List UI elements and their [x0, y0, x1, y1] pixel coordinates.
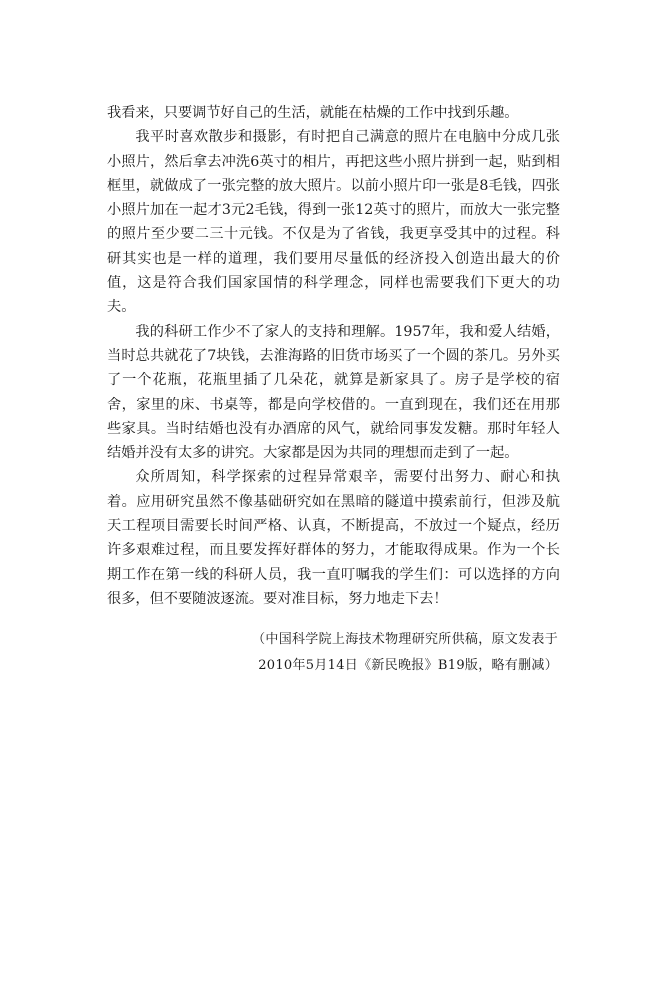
source-line-2: 2010年5月14日《新民晚报》B19版，略有删减） — [258, 658, 558, 674]
paragraph-4: 众所周知，科学探索的过程异常艰辛，需要付出努力、耐心和执着。应用研究虽然不像基础研究如在黑暗的隧道中摸索前行，但涉及航天工程项目需要长时间严格、认真，不断提高，不放过一个疑点，经历许多艰难过程，而且要发挥好群体的努力，才能取得成果。作为一个长期工作在第一线的科研人员，我一直叮嘱我的学生们：可以选择的方向很多，但不要随波逐流。要对准目标，努力地走下去！ — [107, 469, 560, 607]
source-line-1: （中国科学院上海技术物理研究所供稿，原文发表于 — [252, 632, 558, 648]
source-note — [107, 627, 560, 679]
paragraph-3: 我的科研工作少不了家人的支持和理解。1957年，我和爱人结婚，当时总共就花了7块钱，去淮海路的旧货市场买了一个圆的茶几。另外买了一个花瓶，花瓶里插了几朵花，就算是新家具了。房子是学校的宿舍，家里的床、书桌等，都是向学校借的。一直到现在，我们还在用那些家具。当时结婚也没有办酒席的风气，就给同事发发糖。那时年轻人结婚并没有太多的讲究。大家都是因为共同的理想而走到了一起。 — [107, 323, 560, 462]
paragraph-2: 我平时喜欢散步和摄影，有时把自己满意的照片在电脑中分成几张小照片，然后拿去冲洗6英寸的相片，再把这些小照片拼到一起，贴到相框里，就做成了一张完整的放大照片。以前小照片印一张是8毛钱，四张小照片加在一起才3元2毛钱，得到一张12英寸的照片，而放大一张完整的照片至少要二三十元钱。不仅是为了省钱，我更享受其中的过程。科研其实也是一样的道理，我们要用尽量低的经济投入创造出最大的价值，这是符合我们国家国情的科学理念，同样也需要我们下更大的功夫。 — [107, 129, 560, 316]
paragraph-1: 我看来，只要调节好自己的生活，就能在枯燥的工作中找到乐趣。 — [107, 105, 519, 121]
document-page — [107, 101, 560, 679]
